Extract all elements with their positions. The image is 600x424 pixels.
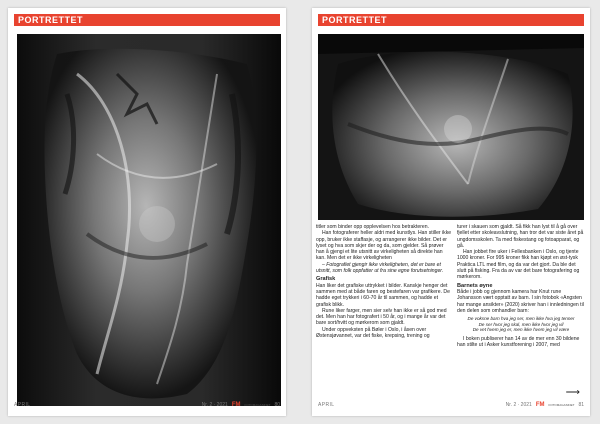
paragraph: I boken publiserer han 14 av de mer enn 30 bildene han stilte ut i Asker kunstforening i 2007, med [457, 335, 580, 349]
subheading: Barnets øyne [457, 282, 493, 289]
right-page [312, 8, 590, 416]
pull-quote: – Fotografiet gjengir ikke virkeligheten, det er bare et utsnitt, som folk oppfatter ut fra sine egne forutsetninger. [316, 261, 444, 275]
section-header: PORTRETTET [14, 14, 280, 26]
left-page [8, 8, 286, 416]
page-number: 80 [274, 402, 280, 408]
article-column-1 [316, 224, 452, 339]
paragraph: turer i skauen som gjaldt. Så fikk han lyst til å gå over fjellet etter skoleavslutning, han tror det var siste året på ungdomsskolen. Ta med fiskestang og fotoapparat, og gå. [457, 224, 584, 249]
fotomagasinet-logo-sub: FOTOMAGASINET [244, 403, 271, 407]
fotomagasinet-logo: FM [535, 402, 545, 408]
paragraph: Han liker det grafiske uttrykket i bilder. Kanskje henger det sammen med at både faren og bestefaren var grafikere. De hadde eget trykkeri i 60-70 år til sammen, og hadde et grafisk blikk. [316, 282, 450, 308]
paragraph: Han fotograferer heller aldri med kunstlys. Han stiller ikke opp, bruker ikke staffasje, og arrangerer ikke bilder. Det er lyset og hva som skjer der og da, som gjelder. Så prøver han å gjengi et lite utsnitt av virkeligheten så direkte han kan. Men det er ikke virkeligheten [316, 230, 452, 262]
paragraph: Både i jobb og gjennom kamera har Knut rune Johansson vært opptatt av barn. I sin fotobok «Angsten har mange ansikter» (2020) skriver han i innledningen til den delen som omhandler barn: [457, 288, 584, 314]
fotomagasinet-logo: FM [231, 402, 241, 408]
poem-line: De ser hvor jeg skal, men ikke hvor jeg vil [478, 321, 564, 327]
landscape-photo-cloth [318, 34, 584, 220]
paragraph: Under oppveksten på Bøler i Oslo, i åsen over Østensjøvannet, var det fiske, krepsing, trening og [316, 326, 430, 340]
page-number: 81 [578, 402, 584, 408]
footer-right [506, 401, 584, 410]
footer-month: APRIL [318, 402, 335, 408]
fotomagasinet-logo-sub: FOTOMAGASINET [548, 403, 575, 407]
poem-line: De vet hvem jeg er, men ikke hvem jeg vil være [472, 327, 570, 333]
footer-issue: Nr. 2 · 2021 [201, 402, 228, 408]
paragraph: titler som binder opp opplevelsen hos betrakteren. [316, 224, 429, 230]
portrait-photo-cloth [17, 34, 281, 406]
section-header: PORTRETTET [318, 14, 584, 26]
paragraph: Han jobbet fire uker i Fellesbanken i Oslo, og tjente 1000 kroner. For 995 kroner fikk han kjøpt en øst-tysk Praktica LTL med film, og da var det gjort. Da ble det slutt på fisking. Fra da av var det bare fotografering og mørkerom. [457, 249, 580, 281]
subheading: Grafisk [316, 276, 336, 283]
footer-month: APRIL [14, 402, 31, 408]
footer-right [202, 401, 280, 410]
paragraph: Rune liker farger, men sier selv han ikke er så god med det. Men han har fotografert i 50 år, og i mange år var det bare sort/hvitt og mørkerom som gjaldt. [316, 307, 447, 327]
poem-block [457, 316, 585, 333]
article-column-2 [457, 224, 585, 349]
page-footer [14, 401, 280, 410]
page-footer [318, 401, 584, 410]
poem-line: De voksne barn hva jeg ser, men ikke hva jeg tenner [467, 316, 575, 322]
continue-arrow-icon: ⟶ [565, 387, 580, 398]
footer-issue: Nr. 2 · 2021 [505, 402, 532, 408]
